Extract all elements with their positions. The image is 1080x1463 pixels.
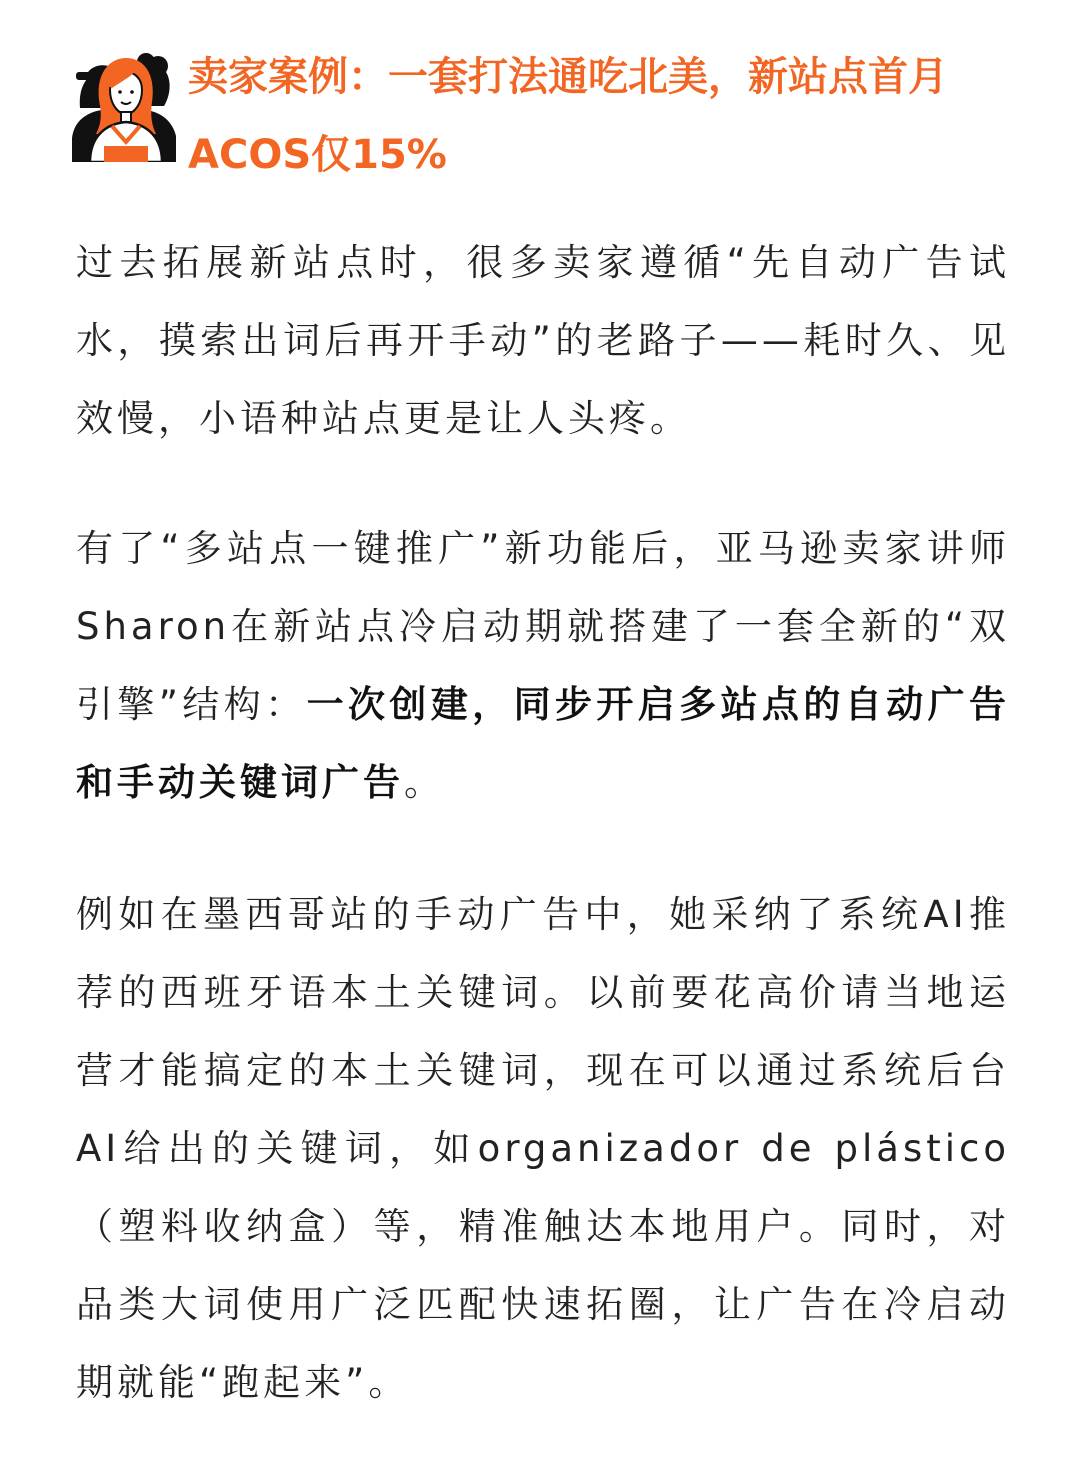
paragraph-example: 例如在墨西哥站的手动广告中，她采纳了系统AI推荐的西班牙语本土关键词。以前要花高价请当地运营才能搞定的本土关键词，现在可以通过系统后台AI给出的关键词，如organizador de plástico（塑料收纳盒）等，精准触达本地用户。同时，对品类大词使用广泛匹配快速拓圈，让广告在冷启动期就能“跑起来”。	[76, 893, 1010, 1404]
paragraph-intro: 过去拓展新站点时，很多卖家遵循“先自动广告试水，摸索出词后再开手动”的老路子——耗时久、见效慢，小语种站点更是让人头疼。	[76, 241, 1010, 440]
paragraph-feature	[76, 510, 1010, 822]
section-title: 卖家案例：一套打法通吃北美，新站点首月ACOS仅15%	[188, 54, 948, 178]
paragraph-feature-lead: 有了“多站点一键推广”新功能后，亚马逊卖家讲师Sharon在新站点冷启动期就搭建了一套全新的“双引擎”结构：	[76, 527, 1010, 726]
paragraph-feature-highlight: 一次创建，同步开启多站点的自动广告和手动关键词广告	[76, 683, 1010, 804]
section-header	[72, 38, 1012, 188]
people-group-icon	[72, 46, 176, 162]
paragraph-feature-end: 。	[404, 761, 445, 804]
